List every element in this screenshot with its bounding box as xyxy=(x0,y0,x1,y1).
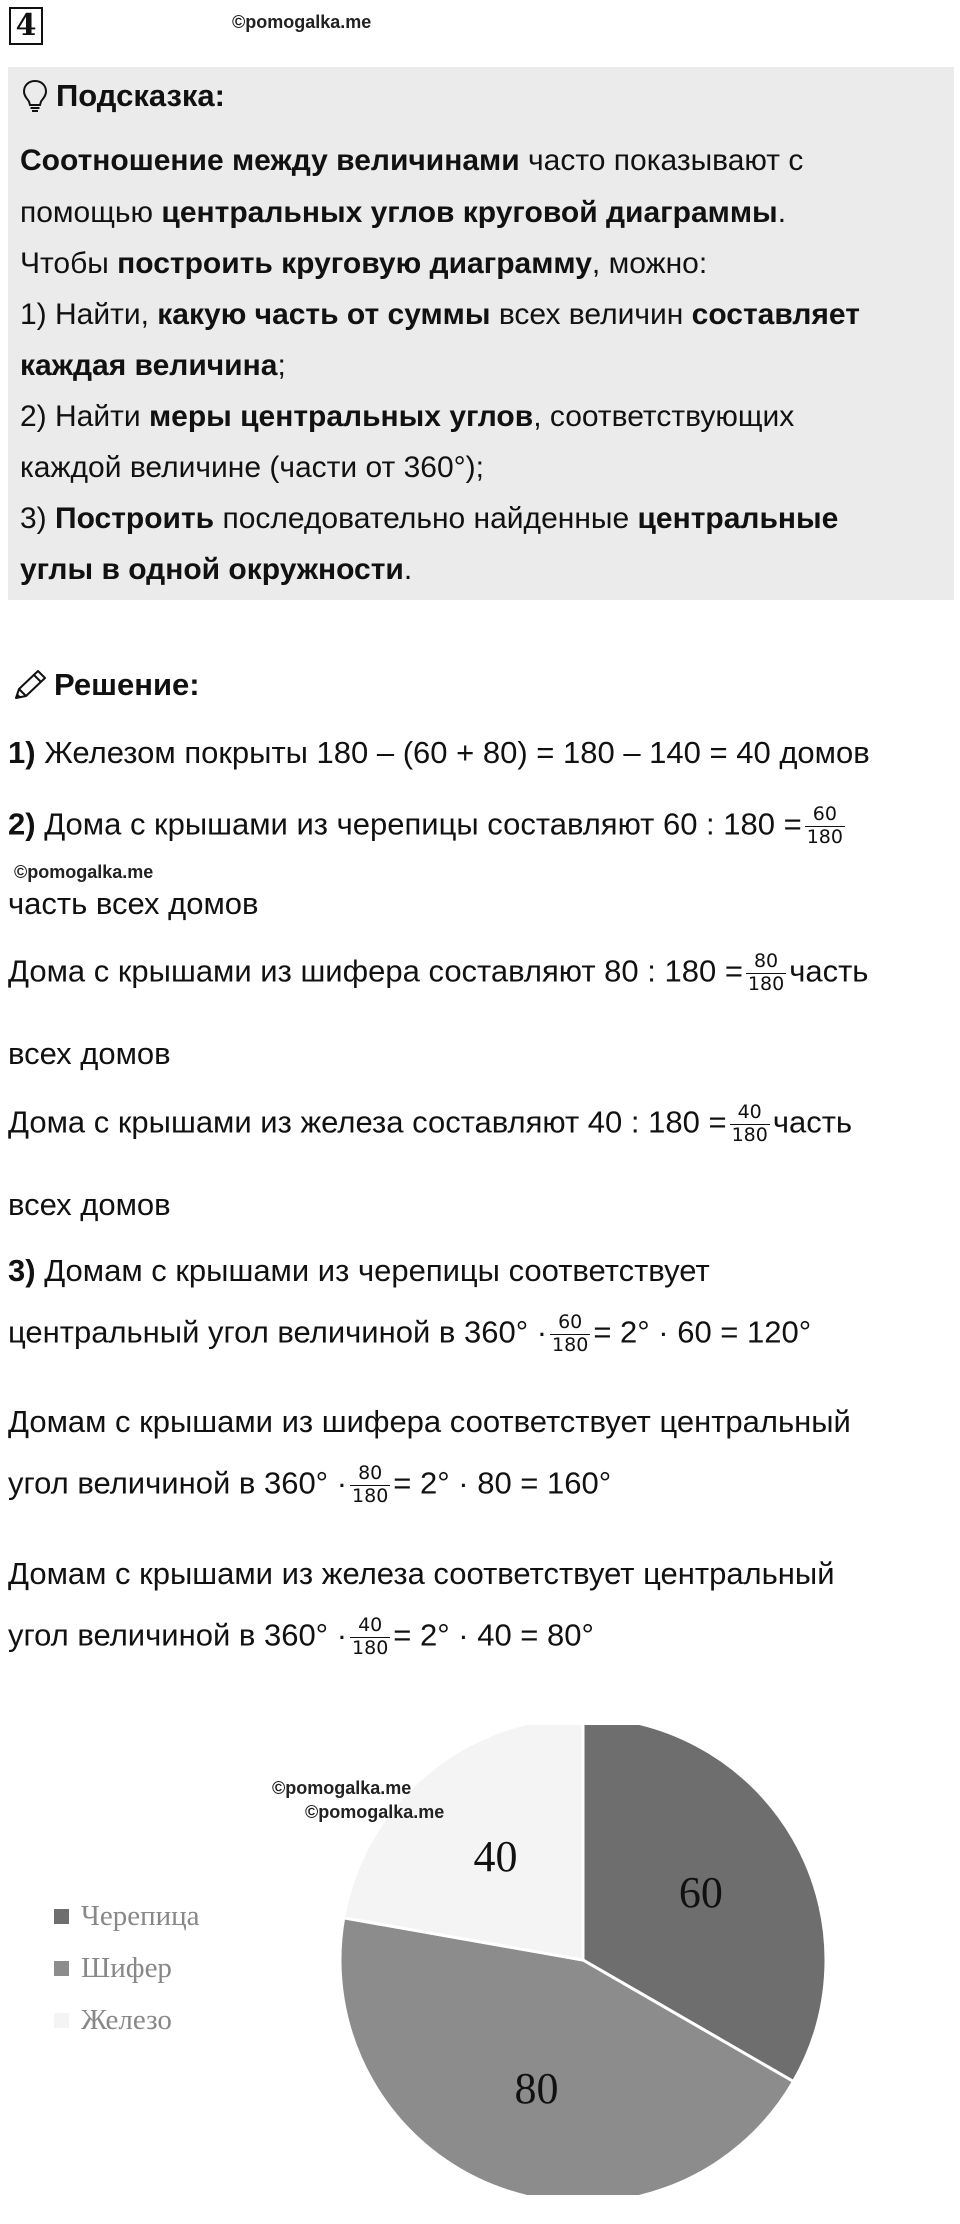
pie-data-label: 40 xyxy=(473,1831,518,1881)
step-text: часть xyxy=(772,1104,853,1140)
step-2b-line-2 xyxy=(8,1036,171,1072)
hint-text: 1) Найти, xyxy=(20,298,158,331)
hint-bold: каждая величина xyxy=(20,349,278,382)
hint-line-4 xyxy=(20,298,860,332)
step-text: = 2° · 60 = 120° xyxy=(593,1314,812,1350)
hint-text: . xyxy=(777,196,787,229)
legend-item xyxy=(54,1994,200,2046)
watermark: ©pomogalka.me xyxy=(14,862,154,882)
hint-bold: центральные xyxy=(637,502,839,535)
hint-text: всех величин xyxy=(490,298,692,331)
fraction-numerator: 40 xyxy=(730,1102,770,1125)
fraction xyxy=(805,804,845,849)
hint-line-8 xyxy=(20,502,838,536)
hint-text: 2) Найти xyxy=(20,400,149,433)
step-2b-line-1 xyxy=(8,951,868,996)
step-text: Дома с крышами из черепицы составляют 60 : 180 = xyxy=(35,806,802,842)
step-2c-line-2 xyxy=(8,1187,171,1223)
step-label: 1) xyxy=(8,735,36,770)
legend-label: Черепица xyxy=(81,1899,200,1932)
step-text: = 2° · 40 = 80° xyxy=(393,1617,594,1653)
hint-title xyxy=(22,78,225,114)
hint-title-text: Подсказка: xyxy=(56,78,225,113)
solution-title-text: Решение: xyxy=(54,667,200,702)
hint-bold: центральных углов круговой диаграммы xyxy=(161,196,778,229)
hint-bold: построить круговую диаграмму xyxy=(117,247,592,280)
step-text: Дома с крышами из шифера составляют 80 : 180 = xyxy=(8,953,743,989)
step-2-line-1 xyxy=(8,804,848,849)
task-number: 4 xyxy=(9,7,43,45)
fraction xyxy=(350,1615,390,1660)
hint-line-7 xyxy=(20,451,484,485)
hint-text: , можно: xyxy=(591,247,708,280)
step-label: 2) xyxy=(8,806,36,842)
fraction-numerator: 80 xyxy=(350,1463,390,1486)
hint-text: помощью xyxy=(20,196,162,229)
hint-bold: Соотношение между величинами xyxy=(20,144,520,177)
step-3-line-1 xyxy=(8,1253,710,1289)
step-text: всех домов xyxy=(8,1187,171,1222)
step-3b-line-1 xyxy=(8,1404,851,1440)
pie-data-label: 80 xyxy=(514,2063,559,2113)
fraction xyxy=(746,951,786,996)
step-3b-line-2 xyxy=(8,1463,611,1508)
watermark: ©pomogalka.me xyxy=(232,12,372,32)
fraction-numerator: 60 xyxy=(805,804,845,827)
fraction-denominator: 180 xyxy=(806,825,843,848)
hint-text: каждой величине (части от 360°); xyxy=(20,451,484,484)
step-text: = 2° · 80 = 160° xyxy=(393,1465,612,1501)
fraction-denominator: 180 xyxy=(731,1123,768,1146)
step-text: Дома с крышами из железа составляют 40 : 180 = xyxy=(8,1104,727,1140)
fraction-denominator: 180 xyxy=(552,1333,589,1356)
fraction-denominator: 180 xyxy=(352,1484,389,1507)
step-text: угол величиной в 360° · xyxy=(8,1465,348,1501)
hint-text: часто показывают с xyxy=(519,144,804,177)
lightbulb-icon xyxy=(22,79,48,113)
pie-data-label: 60 xyxy=(678,1867,723,1917)
fraction-numerator: 60 xyxy=(550,1312,590,1335)
step-3-line-2 xyxy=(8,1312,811,1357)
hint-text: Чтобы xyxy=(20,247,118,280)
hint-line-3 xyxy=(20,247,707,281)
hint-line-5 xyxy=(20,349,286,383)
legend-swatch xyxy=(54,2013,69,2028)
hint-line-2 xyxy=(20,196,786,230)
fraction-denominator: 180 xyxy=(747,972,785,995)
watermark: ©pomogalka.me xyxy=(305,1802,445,1822)
fraction xyxy=(550,1312,590,1357)
hint-bold: меры центральных углов xyxy=(148,400,534,433)
pencil-icon xyxy=(12,668,48,702)
hint-line-6 xyxy=(20,400,794,434)
fraction xyxy=(350,1463,390,1508)
step-2-line-2 xyxy=(8,886,259,922)
legend-item xyxy=(54,1942,200,1994)
step-text: угол величиной в 360° · xyxy=(8,1617,348,1653)
watermark: ©pomogalka.me xyxy=(272,1778,412,1798)
hint-text: 3) xyxy=(20,502,56,535)
step-3c-line-1 xyxy=(8,1556,835,1592)
legend-swatch xyxy=(54,1909,69,1924)
step-text: Домам с крышами из черепицы соответствует xyxy=(35,1253,710,1288)
fraction-numerator: 80 xyxy=(746,951,786,974)
legend-swatch xyxy=(54,1961,69,1976)
fraction xyxy=(730,1102,770,1147)
step-text: Железом покрыты 180 – (60 + 80) = 180 – 140 = 40 домов xyxy=(35,735,870,770)
fraction-numerator: 40 xyxy=(350,1615,390,1638)
step-label: 3) xyxy=(8,1253,36,1288)
hint-text: ; xyxy=(277,349,286,382)
hint-bold: составляет xyxy=(691,298,860,331)
step-text: центральный угол величиной в 360° · xyxy=(8,1314,548,1350)
solution-title xyxy=(12,667,200,703)
step-1 xyxy=(8,735,870,771)
hint-text: последовательно найденные xyxy=(214,502,638,535)
step-text: Домам с крышами из шифера соответствует центральный xyxy=(8,1404,851,1439)
step-text: часть всех домов xyxy=(8,886,259,921)
step-text: всех домов xyxy=(8,1036,171,1071)
hint-line-1 xyxy=(20,144,803,178)
hint-line-9 xyxy=(20,553,412,587)
hint-bold: углы в одной окружности xyxy=(20,553,404,586)
hint-bold: какую часть от суммы xyxy=(157,298,491,331)
hint-text: . xyxy=(403,553,413,586)
legend-label: Шифер xyxy=(81,1951,172,1984)
fraction-denominator: 180 xyxy=(352,1636,389,1659)
legend-label: Железо xyxy=(81,2003,172,2036)
step-3c-line-2 xyxy=(8,1615,594,1660)
step-2c-line-1 xyxy=(8,1102,852,1147)
hint-bold: Построить xyxy=(55,502,215,535)
chart-legend xyxy=(54,1890,200,2046)
hint-text: , соответствующих xyxy=(533,400,795,433)
legend-item xyxy=(54,1890,200,1942)
step-text: часть xyxy=(789,953,869,989)
step-text: Домам с крышами из железа соответствует центральный xyxy=(8,1556,835,1591)
pie-slice-3 xyxy=(344,1725,583,1960)
